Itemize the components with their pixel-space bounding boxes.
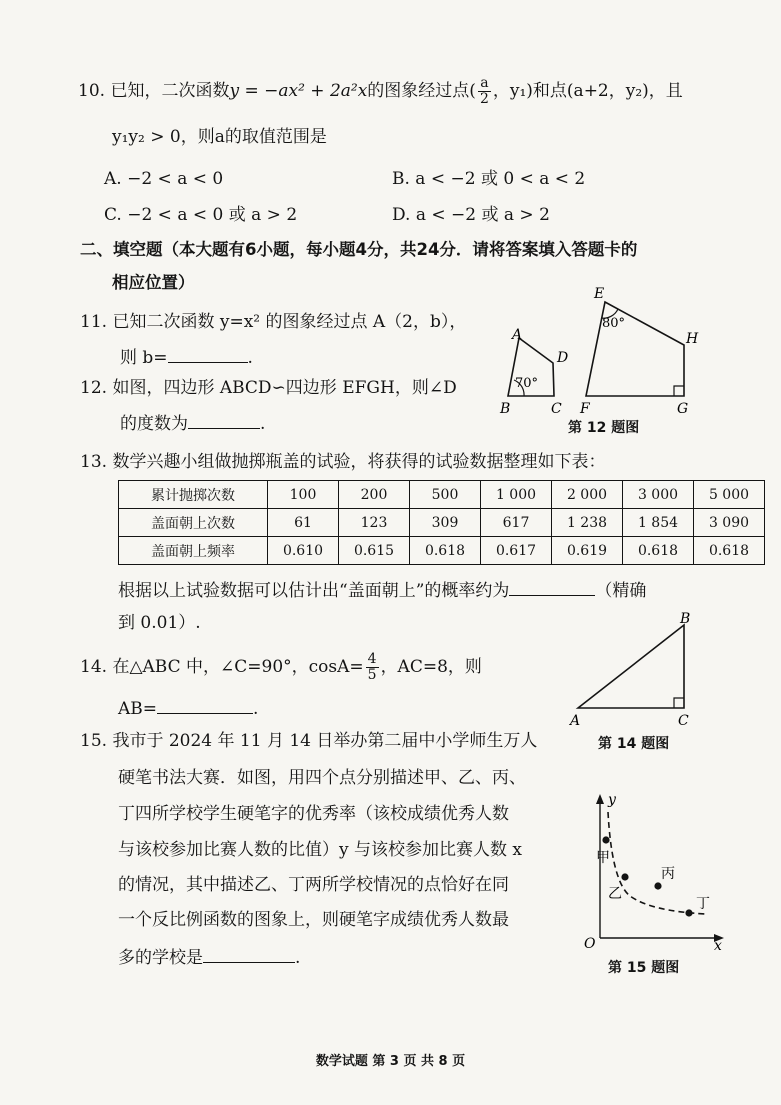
q10-option-a: A. −2 < a < 0	[104, 169, 224, 189]
q14-text-a: 14. 在△ABC 中，∠C=90°，cosA=	[80, 657, 364, 677]
table-cell: 200	[339, 481, 410, 509]
q14-answer-blank[interactable]	[157, 695, 253, 714]
q15-line4: 与该校参加比赛人数的比值）y 与该校参加比赛人数 x	[118, 840, 522, 860]
q15-line5: 的情况，其中描述乙、丁两所学校情况的点恰好在同	[118, 875, 509, 895]
q10-function: y = −ax² + 2a²x	[229, 81, 368, 101]
q15-prompt: 多的学校是	[118, 948, 203, 968]
label-b: B	[500, 401, 511, 417]
q14-line1	[80, 652, 482, 683]
q15-line6: 一个反比例函数的图象上，则硬笔字成绩优秀人数最	[118, 910, 509, 930]
q10-fraction-denominator: 2	[479, 91, 489, 107]
q15-line2: 硬笔书法大赛．如图，用四个点分别描述甲、乙、丙、	[118, 768, 526, 788]
q11-line2	[120, 344, 253, 370]
q12-line1: 12. 如图，四边形 ABCD∽四边形 EFGH，则∠D	[80, 378, 457, 398]
q13-after-line1	[118, 577, 646, 603]
table-cell: 0.618	[694, 537, 765, 565]
q13-after-line2: 到 0.01）.	[118, 613, 201, 633]
label-g: G	[677, 401, 689, 417]
table-cell: 5 000	[694, 481, 765, 509]
q14-text-b: ，AC=8，则	[380, 657, 482, 677]
angle-e-value: 80°	[602, 316, 626, 331]
label-h: H	[686, 331, 699, 347]
label-y: y	[608, 792, 616, 808]
label-f: F	[580, 401, 590, 417]
q15-line7	[118, 944, 300, 970]
q10-option-c: C. −2 < a < 0 或 a > 2	[104, 205, 298, 225]
q10-text-b: 的图象经过点	[367, 81, 470, 101]
q12-line2	[120, 410, 265, 436]
q15-line1: 15. 我市于 2024 年 11 月 14 日举办第二届中小学师生万人	[80, 731, 538, 751]
right-angle-g	[674, 386, 684, 396]
q12-caption: 第 12 题图	[568, 420, 640, 436]
q14-end: .	[253, 699, 259, 719]
q14-prompt: AB=	[118, 699, 158, 719]
q15-line3: 丁四所学校学生硬笔字的优秀率（该校成绩优秀人数	[118, 804, 509, 824]
q11-answer-blank[interactable]	[168, 344, 248, 363]
label-bing: 丙	[661, 866, 675, 882]
q14-figure	[566, 608, 706, 728]
right-angle-c	[674, 698, 684, 708]
point-jia	[602, 836, 609, 843]
q10-text: 已知，二次函数	[110, 81, 230, 101]
point-yi	[621, 873, 628, 880]
label-c: C	[678, 713, 689, 728]
label-x: x	[714, 938, 722, 954]
q13-prompt: 根据以上试验数据可以估计出“盖面朝上”的概率约为	[118, 581, 510, 601]
q15-figure	[578, 790, 728, 955]
label-d: D	[557, 350, 569, 366]
q10-number: 10.	[78, 81, 106, 101]
table-cell: 1 238	[552, 509, 623, 537]
q13-answer-blank[interactable]	[509, 577, 595, 596]
section2-heading-cont: 相应位置）	[112, 273, 195, 292]
q10-text-c: 和点(a+2，y₂)，且	[532, 81, 683, 101]
table-cell: 0.619	[552, 537, 623, 565]
table-cell: 100	[268, 481, 339, 509]
table-cell: 2 000	[552, 481, 623, 509]
table-cell: 309	[410, 509, 481, 537]
q10-line1: 10. 已知，二次函数y = −ax² + 2a²x的图象经过点( $\frac{a}{2}$ ，y₁)和点(a+2，y₂)，且	[78, 75, 683, 107]
table-cell: 61	[268, 509, 339, 537]
table-cell: 500	[410, 481, 481, 509]
label-c: C	[551, 401, 562, 417]
page-footer: 数学试题 第 3 页 共 8 页	[315, 1054, 466, 1069]
q12-prompt: 的度数为	[120, 414, 188, 434]
q11-line1: 11. 已知二次函数 y=x² 的图象经过点 A（2，b），	[80, 312, 467, 332]
table-cell: 0.615	[339, 537, 410, 565]
angle-b-value: 70°	[515, 376, 539, 391]
row-label-up-count: 盖面朝上次数	[119, 509, 268, 537]
table-cell: 0.610	[268, 537, 339, 565]
row-label-frequency: 盖面朝上频率	[119, 537, 268, 565]
table-cell: 3 090	[694, 509, 765, 537]
table-cell: 0.618	[623, 537, 694, 565]
label-b: B	[680, 611, 691, 627]
q13-data-table	[118, 480, 765, 565]
label-origin: O	[584, 936, 596, 952]
row-label-throws: 累计抛掷次数	[119, 481, 268, 509]
q12-figure	[494, 282, 714, 422]
q12-end: .	[260, 414, 266, 434]
table-cell: 0.617	[481, 537, 552, 565]
quadrilateral-efgh	[586, 302, 684, 396]
table-cell: 1 854	[623, 509, 694, 537]
q14-caption: 第 14 题图	[598, 736, 670, 752]
label-jia: 甲	[596, 850, 610, 866]
q14-cos-fraction	[366, 652, 379, 683]
q12-answer-blank[interactable]	[188, 410, 260, 429]
triangle-abc	[578, 625, 684, 708]
q10-line2: y₁y₂ > 0，则a的取值范围是	[112, 127, 327, 147]
q14-line2	[118, 695, 258, 721]
q13-precision-note: （精确	[595, 581, 647, 601]
q10-point1-rest: ，y₁)	[492, 81, 533, 101]
label-yi: 乙	[608, 886, 622, 902]
q15-end: .	[295, 948, 301, 968]
q11-prompt: 则 b=	[120, 348, 168, 368]
table-cell: 123	[339, 509, 410, 537]
point-ding	[685, 909, 692, 916]
table-row	[119, 481, 765, 509]
label-a: A	[570, 713, 581, 728]
table-row	[119, 509, 765, 537]
q10-point1-fraction	[478, 76, 491, 107]
q14-fraction-numerator: 4	[367, 651, 377, 667]
y-axis-arrow	[596, 794, 604, 804]
table-cell: 0.618	[410, 537, 481, 565]
label-ding: 丁	[696, 896, 710, 912]
q14-fraction-denominator: 5	[367, 667, 377, 683]
label-e: E	[594, 286, 605, 302]
table-cell: 1 000	[481, 481, 552, 509]
table-cell: 3 000	[623, 481, 694, 509]
inverse-proportion-curve	[608, 812, 706, 914]
q10-fraction-numerator: a	[478, 76, 491, 92]
table-row	[119, 537, 765, 565]
section2-heading: 二、填空题（本大题有6小题，每小题4分，共24分．请将答案填入答题卡的	[80, 240, 638, 259]
q10-option-b: B. a < −2 或 0 < a < 2	[392, 169, 586, 189]
label-a: A	[512, 327, 523, 343]
table-cell: 617	[481, 509, 552, 537]
q15-answer-blank[interactable]	[203, 944, 295, 963]
q13-line1: 13. 数学兴趣小组做抛掷瓶盖的试验，将获得的试验数据整理如下表：	[80, 452, 606, 472]
q10-option-d: D. a < −2 或 a > 2	[392, 205, 550, 225]
q11-end: .	[247, 348, 253, 368]
point-bing	[654, 882, 661, 889]
q15-caption: 第 15 题图	[608, 960, 680, 976]
